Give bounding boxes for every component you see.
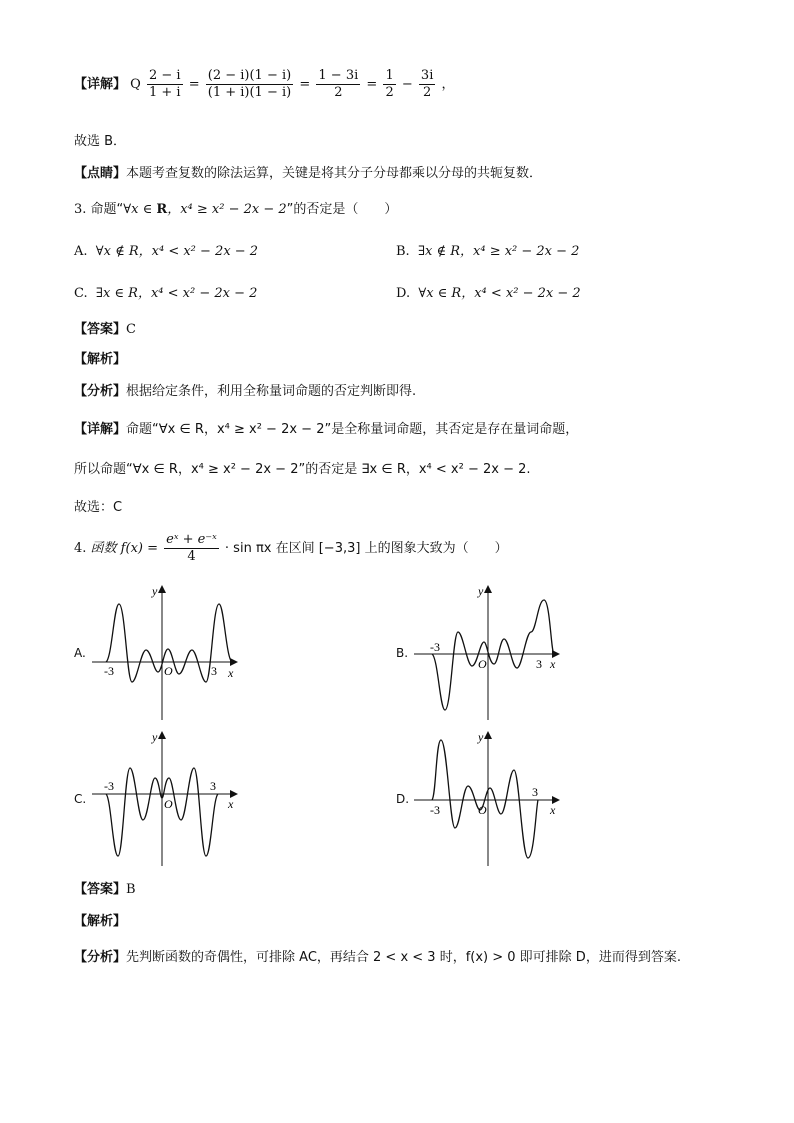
option-d[interactable]: D. ∀x ∈ R，x⁴ < x² − 2x − 2 bbox=[396, 286, 581, 301]
fraction-5: $\frac{3i}{2}$ bbox=[420, 68, 434, 100]
svg-text:3: 3 bbox=[532, 785, 538, 799]
axis-y: y bbox=[152, 584, 158, 598]
fraction-4: $\frac{1}{2}$ bbox=[385, 68, 394, 100]
q3-answer: 【答案】C bbox=[74, 322, 136, 337]
svg-text:O: O bbox=[478, 657, 487, 671]
option-c[interactable]: C. ∃x ∈ R，x⁴ < x² − 2x − 2 bbox=[74, 286, 258, 301]
fraction-3: $\frac{1 - 3i}{2}$ bbox=[318, 68, 359, 100]
svg-text:O: O bbox=[164, 797, 173, 811]
svg-text:-3: -3 bbox=[104, 779, 114, 793]
axis-x: x bbox=[228, 666, 234, 680]
svg-text:x: x bbox=[550, 657, 556, 671]
tick-neg3: -3 bbox=[104, 664, 114, 678]
remark-line bbox=[74, 162, 542, 181]
svg-text:y: y bbox=[152, 730, 158, 744]
svg-text:y: y bbox=[478, 584, 484, 598]
remark-text: 本题考查复数的除法运算，关键是将其分子分母都乘以分母的共轭复数． bbox=[126, 166, 543, 181]
graph-label-d[interactable]: D. bbox=[396, 792, 410, 806]
svg-text:-3: -3 bbox=[430, 640, 440, 654]
question-3-stem: 3. 命题“∀x ∈ R，x⁴ ≥ x² − 2x − 2”的否定是（ ） bbox=[74, 202, 398, 217]
q3-detail-1: 【详解】命题“∀x ∈ R，x⁴ ≥ x² − 2x − 2”是全称量词命题，其否定是存在量词命题， bbox=[74, 422, 579, 437]
q3-choose: 故选：C bbox=[74, 500, 123, 515]
q4-fraction: $\frac{\text{eˣ + e⁻ˣ}}{4}$ bbox=[166, 532, 217, 564]
option-a[interactable]: A. ∀x ∉ R，x⁴ < x² − 2x − 2 bbox=[74, 244, 259, 259]
q3-detail-2: 所以命题“∀x ∈ R，x⁴ ≥ x² − 2x − 2”的否定是 ∃x ∈ R，x⁴ < x² − 2x − 2. bbox=[74, 462, 531, 477]
detail-tag: 【详解】 bbox=[74, 77, 127, 92]
question-4-stem: 4. 函数 f(x) = $\frac{\text{eˣ + e⁻ˣ}}{4}$ · sin πx 在区间 [−3,3] 上的图象大致为（ ） bbox=[74, 532, 508, 564]
svg-text:x: x bbox=[228, 797, 234, 811]
axis-origin: O bbox=[164, 664, 173, 678]
q4-answer: 【答案】B bbox=[74, 882, 136, 897]
because-symbol: Q bbox=[130, 77, 141, 92]
svg-text:y: y bbox=[478, 730, 484, 744]
detail-line-q2: 【详解】 Q $\frac{2 - i}{1 + i}$ = $\frac{(2 - i)(1 - i)}{(1 + i)(1 - i)}$ = $\frac{1 - 3i}{2}$ = $\frac{1}{2}$ − $\frac{3i}{2}$ ， bbox=[74, 68, 455, 100]
choose-b: 故选 B． bbox=[74, 134, 127, 149]
tick-3: 3 bbox=[211, 664, 217, 678]
svg-text:3: 3 bbox=[210, 779, 216, 793]
svg-text:3: 3 bbox=[536, 657, 542, 671]
graph-c[interactable] bbox=[92, 728, 242, 868]
fraction-1: $\frac{2 - i}{1 + i}$ bbox=[148, 68, 181, 100]
remark-tag: 【点睛】 bbox=[74, 166, 127, 181]
graph-d[interactable] bbox=[414, 728, 564, 868]
q4-fenxi: 【分析】先判断函数的奇偶性，可排除 AC，再结合 2 < x < 3 时，f(x) > 0 即可排除 D，进而得到答案. bbox=[74, 950, 681, 965]
q3-analysis-tag: 【解析】 bbox=[74, 352, 127, 367]
fraction-2: $\frac{(2 - i)(1 - i)}{(1 + i)(1 - i)}$ bbox=[207, 68, 292, 100]
graph-label-a[interactable]: A. bbox=[74, 646, 86, 660]
svg-text:x: x bbox=[550, 803, 556, 817]
graph-label-b[interactable]: B. bbox=[396, 646, 409, 660]
graph-a[interactable] bbox=[92, 582, 242, 722]
q3-fenxi: 【分析】根据给定条件，利用全称量词命题的否定判断即得. bbox=[74, 384, 417, 399]
graph-label-c[interactable]: C. bbox=[74, 792, 87, 806]
svg-text:-3: -3 bbox=[430, 803, 440, 817]
svg-text:O: O bbox=[478, 803, 487, 817]
graph-b[interactable] bbox=[414, 582, 564, 722]
q4-analysis-tag: 【解析】 bbox=[74, 914, 127, 929]
option-b[interactable]: B. ∃x ∉ R，x⁴ ≥ x² − 2x − 2 bbox=[396, 244, 580, 259]
